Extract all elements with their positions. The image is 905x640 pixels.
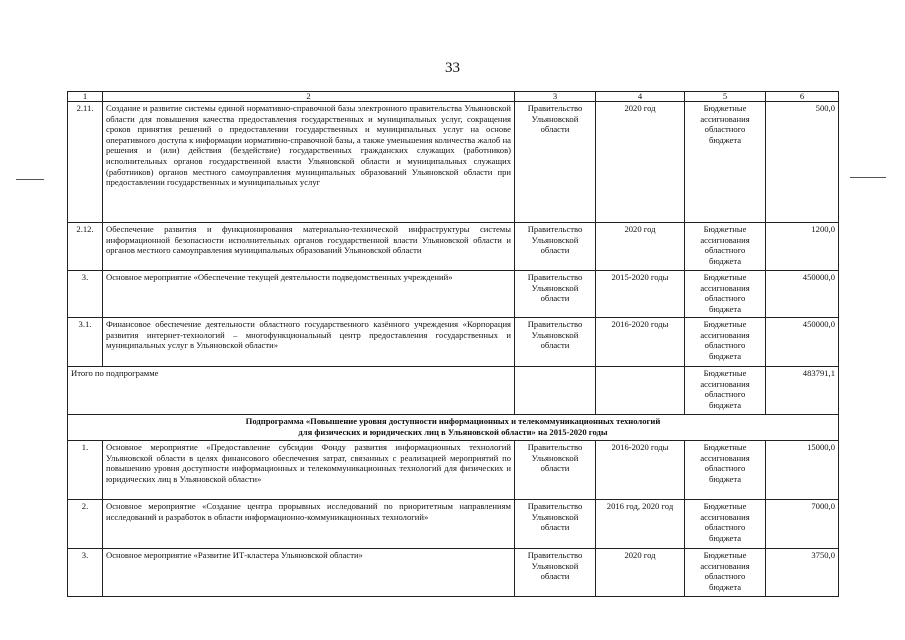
total-row <box>68 367 839 415</box>
row-term: 2020 год <box>596 102 685 223</box>
left-margin-mark <box>16 179 44 180</box>
row-number: 1. <box>68 441 103 500</box>
row-term: 2016-2020 годы <box>596 318 685 367</box>
table-row <box>68 318 839 367</box>
row-number: 3.1. <box>68 318 103 367</box>
row-funding-source: Бюджетные ассигнования областного бюджета <box>685 318 766 367</box>
total-label: Итого по подпрограмме <box>68 367 515 415</box>
page-number: 33 <box>445 60 460 76</box>
row-description: Основное мероприятие «Создание центра прорывных исследований по приоритетным направлениям исследований и разработок в области информационно-коммуникационных технологий» <box>103 500 515 549</box>
row-funding-source: Бюджетные ассигнования областного бюджета <box>685 500 766 549</box>
row-number: 2. <box>68 500 103 549</box>
program-table <box>67 91 839 597</box>
column-header: 1 <box>68 92 103 102</box>
row-executor: Правительство Ульяновской области <box>515 500 596 549</box>
column-header: 5 <box>685 92 766 102</box>
row-executor: Правительство Ульяновской области <box>515 441 596 500</box>
row-description: Создание и развитие системы единой нормативно-справочной базы электронного правительства Ульяновской области для повышения качества предоставления государственных и муниципальных услуг, сокращения сроков принятия решений о предоставлении государственных и муниципальных услуг на основе оперативного доступа к информации нормативно-справочной базы, а также уменьшения количества жалоб на решения и (или) действия (бездействие) государственных гражданских служащих (работников) исполнительных органов государственной власти Ульяновской области и муниципальных служащих (работников) органов местного самоуправления муниципальных образований Ульяновской области при предоставлении государственных и муниципальных услуг <box>103 102 515 223</box>
row-description: Основное мероприятие «Предоставление субсидии Фонду развития информационных технологий Ульяновской области в целях финансового обеспечения затрат, связанных с реализацией мероприятий по повышению уровня доступности информационных и телекоммуникационных технологий для физических и юридических лиц в Ульяновской области» <box>103 441 515 500</box>
row-number: 2.12. <box>68 223 103 271</box>
row-amount: 1200,0 <box>766 223 839 271</box>
table-row <box>68 549 839 597</box>
table-row <box>68 441 839 500</box>
row-description: Финансовое обеспечение деятельности областного государственного казённого учреждения «Корпорация развития интернет-технологий – многофункциональный центр предоставления государственных и муниципальных услуг в Ульяновской области» <box>103 318 515 367</box>
row-number: 2.11. <box>68 102 103 223</box>
row-amount: 15000,0 <box>766 441 839 500</box>
total-executor-empty <box>515 367 596 415</box>
row-amount: 3750,0 <box>766 549 839 597</box>
row-number: 3. <box>68 271 103 318</box>
row-number: 3. <box>68 549 103 597</box>
row-executor: Правительство Ульяновской области <box>515 318 596 367</box>
row-funding-source: Бюджетные ассигнования областного бюджета <box>685 102 766 223</box>
row-funding-source: Бюджетные ассигнования областного бюджета <box>685 271 766 318</box>
row-executor: Правительство Ульяновской области <box>515 549 596 597</box>
column-header: 4 <box>596 92 685 102</box>
row-term: 2020 год <box>596 223 685 271</box>
row-description: Основное мероприятие «Обеспечение текущей деятельности подведомственных учреждений» <box>103 271 515 318</box>
table-row <box>68 223 839 271</box>
total-amount: 483791,1 <box>766 367 839 415</box>
row-amount: 450000,0 <box>766 318 839 367</box>
row-executor: Правительство Ульяновской области <box>515 271 596 318</box>
row-amount: 450000,0 <box>766 271 839 318</box>
column-number-row <box>68 92 839 102</box>
total-funding-source: Бюджетные ассигнования областного бюджета <box>685 367 766 415</box>
total-term-empty <box>596 367 685 415</box>
row-funding-source: Бюджетные ассигнования областного бюджета <box>685 549 766 597</box>
row-funding-source: Бюджетные ассигнования областного бюджета <box>685 223 766 271</box>
column-header: 3 <box>515 92 596 102</box>
table-row <box>68 500 839 549</box>
subprogram-heading <box>68 415 839 441</box>
subprogram-heading-line1: Подпрограмма «Повышение уровня доступности информационных и телекоммуникационных технологий <box>245 416 661 426</box>
row-term: 2016-2020 годы <box>596 441 685 500</box>
column-header: 6 <box>766 92 839 102</box>
row-term: 2015-2020 годы <box>596 271 685 318</box>
row-description: Основное мероприятие «Развитие ИТ-кластера Ульяновской области» <box>103 549 515 597</box>
table-row <box>68 102 839 223</box>
row-amount: 7000,0 <box>766 500 839 549</box>
row-executor: Правительство Ульяновской области <box>515 102 596 223</box>
right-margin-mark <box>850 177 886 178</box>
row-funding-source: Бюджетные ассигнования областного бюджета <box>685 441 766 500</box>
table-row <box>68 271 839 318</box>
row-amount: 500,0 <box>766 102 839 223</box>
row-description: Обеспечение развития и функционирования материально-технической инфраструктуры системы информационной безопасности исполнительных органов государственной власти Ульяновской области и органов местного самоуправления муниципальных образований Ульяновской области <box>103 223 515 271</box>
row-executor: Правительство Ульяновской области <box>515 223 596 271</box>
subprogram-heading-line2: для физических и юридических лиц в Ульяновской области» на 2015-2020 годы <box>298 427 608 437</box>
subprogram-heading-row <box>68 415 839 441</box>
row-term: 2020 год <box>596 549 685 597</box>
column-header: 2 <box>103 92 515 102</box>
row-term: 2016 год, 2020 год <box>596 500 685 549</box>
